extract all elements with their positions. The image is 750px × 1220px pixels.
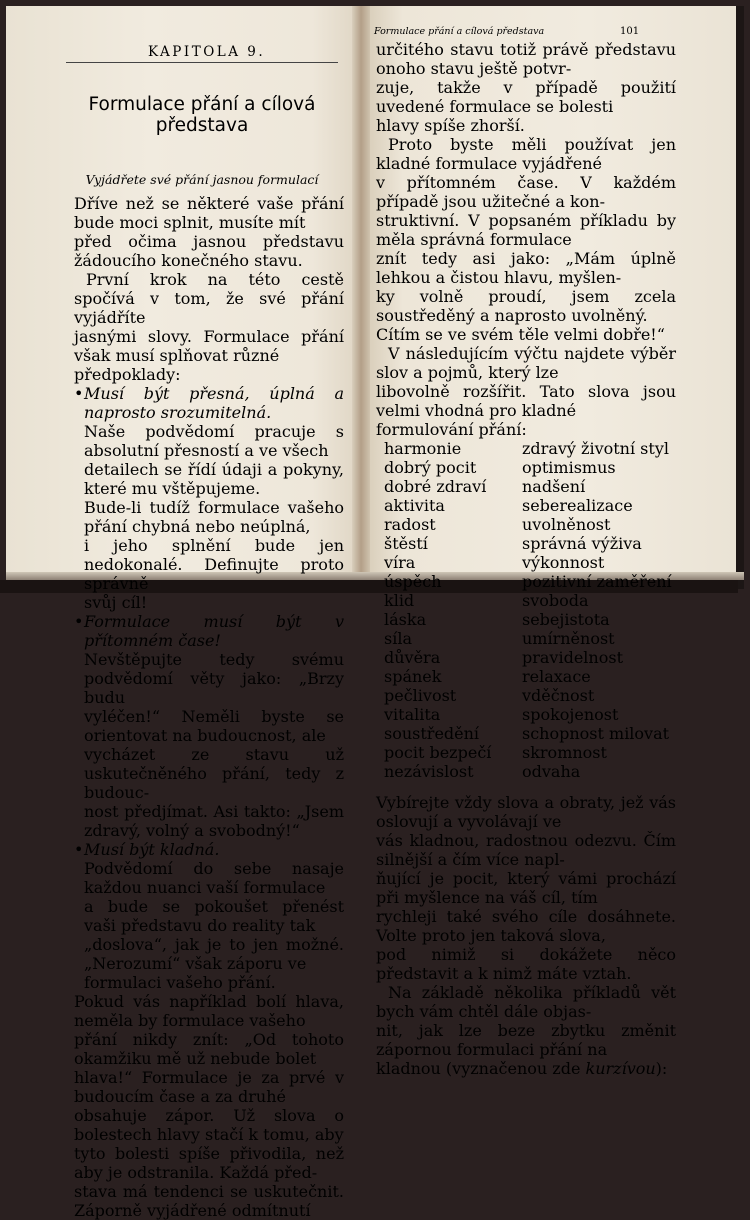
word-item: důvěra	[384, 648, 441, 667]
word-item: vitalita	[384, 705, 441, 724]
word-item: pozitivní zaměření	[522, 572, 672, 591]
text-line: jasnými slovy. Formulace přání však musí splňovat různé	[74, 327, 344, 365]
text-line: struktivní. V popsaném příkladu by měla správná formulace	[376, 211, 676, 249]
text-line: nost předjímat. Asi takto: „Jsem zdravý, volný a svobodný!“	[84, 802, 344, 840]
italic-fragment: kurzívou	[585, 1059, 656, 1078]
word-item: víra	[384, 553, 416, 572]
word-item: aktivita	[384, 496, 445, 515]
text-line: Pokud vás například bolí hlava, neměla by formulace vašeho	[74, 992, 344, 1030]
word-item: pečlivost	[384, 686, 457, 705]
text-line: vycházet ze stavu už uskutečněného přání, tedy z budouc-	[84, 745, 344, 802]
text-line: znít tedy asi jako: „Mám úplně lehkou a čistou hlavu, myšlen-	[376, 249, 676, 287]
word-item: síla	[384, 629, 412, 648]
list-item-body	[74, 859, 344, 992]
word-item: optimismus	[522, 458, 616, 477]
list-item-heading: • Formulace musí být v přítomném čase!	[84, 612, 344, 650]
word-item: radost	[384, 515, 436, 534]
text-fragment: kladnou (vyznačenou zde	[376, 1059, 586, 1078]
word-item: spokojenost	[522, 705, 619, 724]
text-line: rychleji také svého cíle dosáhnete. Volte proto jen taková slova,	[376, 907, 676, 945]
word-item: uvolněnost	[522, 515, 611, 534]
book-gutter	[352, 6, 370, 586]
word-item: štěstí	[384, 534, 428, 553]
text-line: Dříve než se některé vaše přání bude moci splnit, musíte mít	[74, 194, 344, 232]
text-line	[376, 1059, 676, 1078]
text-line: Proto byste měli používat jen kladné formulace vyjádřené	[376, 135, 676, 173]
text-line: libovolně rozšířit. Tato slova jsou velmi vhodná pro kladné	[376, 382, 676, 420]
text-line: pod nimiž si dokážete něco představit a k nimž máte vztah.	[376, 945, 676, 983]
text-line: ňující je pocit, který vámi prochází při myšlence na váš cíl, tím	[376, 869, 676, 907]
requirements-list-3	[74, 840, 344, 859]
text-line: i jeho splnění bude jen nedokonalé. Definujte proto správně	[84, 536, 344, 593]
word-item: skromnost	[522, 743, 607, 762]
page-number: 101	[620, 26, 640, 37]
text-line: tyto bolesti spíše přivodila, než aby je odstranila. Každá před-	[74, 1144, 344, 1182]
list-item	[74, 840, 344, 859]
text-line: ky volně proudí, jsem zcela soustředěný a naprosto uvolněný.	[376, 287, 676, 325]
word-item: pocit bezpečí	[384, 743, 492, 762]
word-item: harmonie	[384, 439, 462, 458]
text-line: První krok na této cestě spočívá v tom, že své přání vyjádříte	[74, 270, 344, 327]
list-item-heading: • Musí být přesná, úplná a naprosto srozumitelná.	[84, 384, 344, 422]
text-line: určitého stavu totiž právě představu onoho stavu ještě potvr-	[376, 40, 676, 78]
text-line: přání nikdy znít: „Od tohoto okamžiku mě už nebude bolet	[74, 1030, 344, 1068]
word-item: soustředění	[384, 724, 480, 743]
text-line: Na základě několika příkladů vět bych vám chtěl dále objas-	[376, 983, 676, 1021]
text-line: V následujícím výčtu najdete výběr slov a pojmů, který lze	[376, 344, 676, 382]
word-item: klid	[384, 591, 415, 610]
chapter-title: Formulace přání a cílová představa	[88, 94, 316, 136]
word-item: odvaha	[522, 762, 581, 781]
left-body-text	[74, 194, 344, 1220]
text-line: zuje, takže v případě použití uvedené formulace se bolesti	[376, 78, 676, 116]
requirements-list	[74, 384, 344, 422]
chapter-heading: KAPITOLA 9.	[148, 44, 266, 60]
text-line: vás kladnou, radostnou odezvu. Čím silnější a čím více napl-	[376, 831, 676, 869]
list-item	[74, 384, 344, 422]
text-line: stava má tendenci se uskutečnit. Záporně vyjádřené odmítnutí	[74, 1182, 344, 1220]
text-line: formulaci vašeho přání.	[84, 973, 276, 992]
word-item: schopnost milovat	[522, 724, 670, 743]
word-item: svoboda	[522, 591, 589, 610]
section-heading: Vyjádřete své přání jasnou formulací	[85, 172, 319, 187]
word-item: seberealizace	[522, 496, 633, 515]
text-line: „doslova“, jak je to jen možné. „Nerozumí“ však záporu ve	[84, 935, 344, 973]
word-item: úspěch	[384, 572, 442, 591]
text-fragment: ):	[655, 1059, 668, 1078]
text-line: formulování přání:	[376, 420, 527, 439]
text-line: v přítomném čase. V každém případě jsou užitečné a kon-	[376, 173, 676, 211]
text-line: hlava!“ Formulace je za prvé v budoucím čase a za druhé	[74, 1068, 344, 1106]
requirements-list-2	[74, 612, 344, 650]
word-item: relaxace	[522, 667, 591, 686]
word-item: pravidelnost	[522, 648, 623, 667]
word-item: umírněnost	[522, 629, 615, 648]
running-head: Formulace přání a cílová představa	[374, 26, 545, 37]
text-line: Podvědomí do sebe nasaje každou nuanci vaší formulace	[84, 859, 344, 897]
list-item-body	[74, 422, 344, 612]
text-line: Naše podvědomí pracuje s absolutní přesností a ve všech	[84, 422, 344, 460]
text-line: Nevštěpujte tedy svému podvědomí věty jako: „Brzy budu	[84, 650, 344, 707]
word-item: láska	[384, 610, 427, 629]
word-item: dobrý pocit	[384, 458, 477, 477]
text-line: před očima jasnou představu žádoucího konečného stavu.	[74, 232, 344, 270]
text-line: Bude-li tudíž formulace vašeho přání chybná nebo neúplná,	[84, 498, 344, 536]
text-line: vyléčen!“ Neměli byste se orientovat na budoucnost, ale	[84, 707, 344, 745]
text-line: a bude se pokoušet přenést vaši představu do reality tak	[84, 897, 344, 935]
word-item: nezávislost	[384, 762, 474, 781]
right-body-text	[376, 40, 676, 1078]
text-line: předpoklady:	[74, 365, 181, 384]
word-item: výkonnost	[522, 553, 605, 572]
list-item-heading: • Musí být kladná.	[84, 840, 220, 859]
word-item: zdravý životní styl	[522, 439, 669, 458]
text-line: hlavy spíše zhorší.	[376, 116, 525, 135]
word-item: vděčnost	[522, 686, 595, 705]
chapter-rule	[66, 62, 338, 63]
list-item-body	[74, 650, 344, 840]
word-item: nadšení	[522, 477, 586, 496]
word-item: správná výživa	[522, 534, 642, 553]
word-item: sebejistota	[522, 610, 610, 629]
text-line: nit, jak lze beze zbytku změnit zápornou formulaci přání na	[376, 1021, 676, 1059]
text-line: Cítím se ve svém těle velmi dobře!“	[376, 325, 665, 344]
word-item: spánek	[384, 667, 442, 686]
word-list	[384, 439, 676, 781]
text-line: svůj cíl!	[84, 593, 148, 612]
text-line: obsahuje zápor. Už slova o bolestech hlavy stačí k tomu, aby	[74, 1106, 344, 1144]
text-line: detailech se řídí údaji a pokyny, které mu vštěpujeme.	[84, 460, 344, 498]
text-line: Vybírejte vždy slova a obraty, jež vás oslovují a vyvolávají ve	[376, 793, 676, 831]
word-item: dobré zdraví	[384, 477, 487, 496]
list-item	[74, 612, 344, 650]
